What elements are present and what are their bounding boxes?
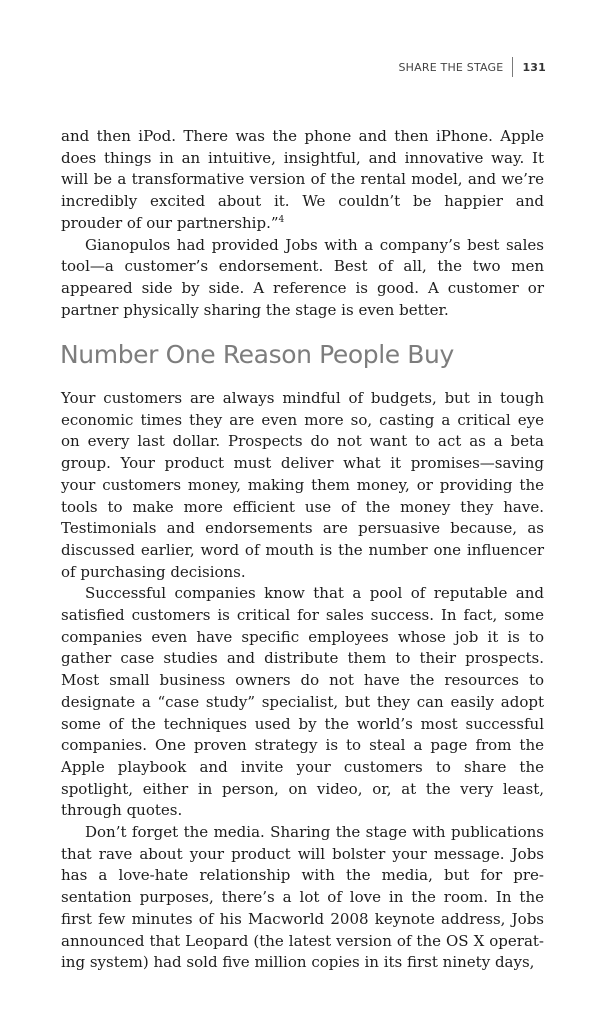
paragraph: Gianopulos had provided Jobs with a company’s best sales tool—a customer’s endorsement. Best of all, the two men appeared side by side. A reference is good. A customer or partner physically sharing the stage is even better. — [61, 235, 544, 319]
body-text-block-2 — [61, 388, 544, 974]
paragraph-text: and then iPod. There was the phone and then iPhone. Apple does things in an intuitive, insightful, and innovative way. It will be a transformative version of the rental model, and we’re incredibly excited about it. We couldn’t be happier and prouder of our partnership.” — [61, 127, 544, 232]
page-number: 131 — [522, 60, 546, 74]
paragraph: Successful companies know that a pool of reputable and satisfied customers is critical for sales success. In fact, some companies even have specific employees whose job it is to gather case studies and distribute them to their prospects. Most small business owners do not have the resources to designate a “case study” specialist, but they can easily adopt some of the techniques used by the world’s most successful companies. One proven strategy is to steal a page from the Apple playbook and invite your customers to share the spotlight, either in person, on video, or, at the very least, through quotes. — [61, 584, 544, 820]
body-text-block-1 — [61, 126, 544, 321]
section-heading: Number One Reason People Buy — [60, 340, 454, 369]
running-head-section-title: SHARE THE STAGE — [398, 60, 504, 74]
paragraph: Don’t forget the media. Sharing the stage with publications that rave about your product will bolster your message. Jobs has a love-hate relationship with the media, but for presentation purposes, there’s a lot of love in the room. In the first few minutes of his Macworld 2008 keynote address, Jobs announced that Leopard (the latest version of the OS X operating system) had sold five million copies in its first ninety days, — [61, 823, 544, 972]
paragraph: Your customers are always mindful of budgets, but in tough economic times they are even more so, casting a critical eye on every last dollar. Prospects do not want to act as a beta group. Your product must deliver what it promises—saving your customers money, making them money, or providing the tools to make more efficient use of the money they have. Testimonials and endorsements are persuasive because, as discussed earlier, word of mouth is the number one influencer of purchasing decisions. — [61, 389, 544, 581]
footnote-marker: 4 — [278, 214, 285, 225]
running-head — [398, 57, 546, 77]
paragraph — [61, 126, 544, 235]
